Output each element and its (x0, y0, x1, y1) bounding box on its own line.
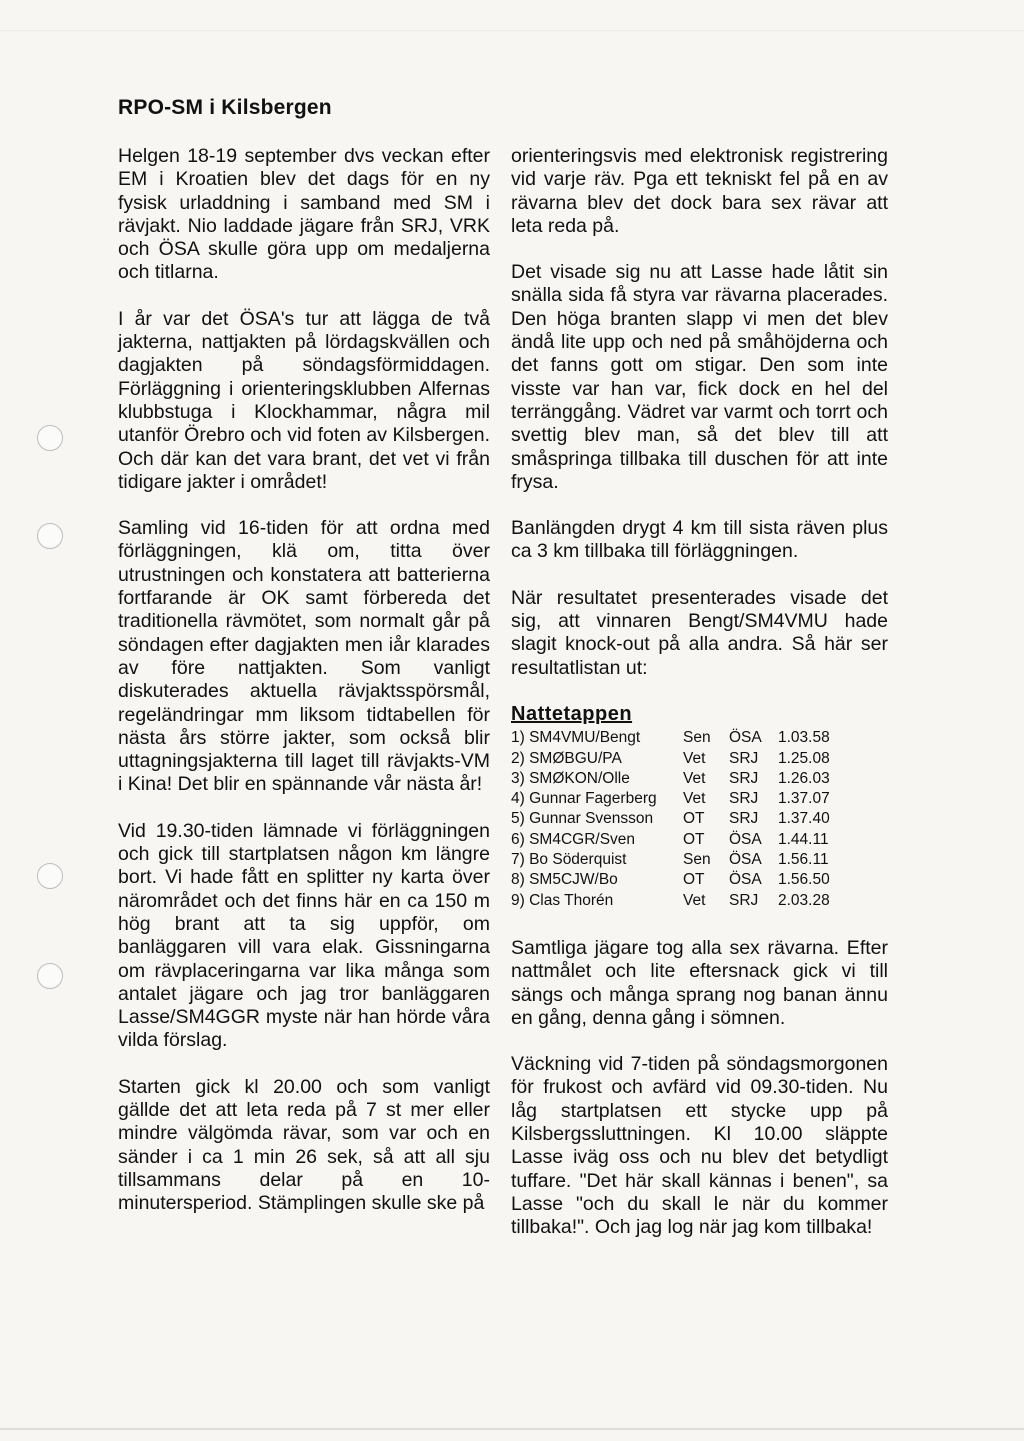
result-name: 9) Clas Thorén (511, 891, 614, 909)
binder-hole-3 (37, 863, 63, 889)
binder-hole-2 (37, 523, 63, 549)
result-club: ÖSA (729, 851, 762, 869)
result-name: 3) SMØKON/Olle (511, 769, 630, 787)
result-club: ÖSA (729, 830, 762, 848)
result-time: 1.56.11 (778, 851, 829, 869)
result-time: 1.56.50 (778, 871, 830, 889)
result-time: 2.03.28 (778, 891, 830, 909)
article-title: RPO-SM i Kilsbergen (118, 96, 332, 119)
paragraph: När resultatet presenterades visade det sig, att vinnaren Bengt/SM4VMU hade slagit knock-out på alla andra. Så här ser resultatlistan ut: (511, 586, 888, 679)
top-edge-line (0, 30, 1024, 31)
result-club: SRJ (729, 810, 759, 828)
result-class: OT (683, 830, 705, 848)
result-time: 1.26.03 (778, 769, 830, 787)
result-name: 1) SM4VMU/Bengt (511, 729, 641, 747)
result-club: ÖSA (729, 871, 762, 889)
results-table (511, 728, 830, 911)
result-time: 1.03.58 (778, 729, 830, 747)
table-row (511, 830, 830, 850)
results-title: Nattetappen (511, 702, 633, 725)
result-name: 8) SM5CJW/Bo (511, 871, 618, 889)
result-class: Vet (683, 749, 706, 767)
result-name: 4) Gunnar Fagerberg (511, 790, 657, 808)
table-row (511, 728, 830, 748)
result-class: Vet (683, 769, 706, 787)
paragraph: orienteringsvis med elektronisk registrering vid varje räv. Pga ett tekniskt fel på en av rävarna blev det dock bara sex rävar att leta reda på. (511, 145, 888, 237)
table-row (511, 870, 830, 890)
result-time: 1.25.08 (778, 749, 830, 767)
result-time: 1.44.11 (778, 830, 829, 848)
paragraph: Samtliga jägare tog alla sex rävarna. Efter nattmålet och lite eftersnack gick vi till sängs och många sprang nog banan ännu en gång, denna gång i sömnen. (511, 936, 888, 1029)
paragraph: Väckning vid 7-tiden på söndagsmorgonen för frukost och avfärd vid 09.30-tiden. Nu låg startplatsen ett stycke upp på Kilsbergssluttningen. Kl 10.00 släppte Lasse iväg oss och nu blev det betydligt tuffare. "Det här skall kännas i benen", sa Lasse "och du skall le när du kommer tillbaka!". Och jag log när jag kom tillbaka! (511, 1053, 888, 1239)
result-club: SRJ (729, 769, 759, 787)
result-class: Sen (683, 851, 711, 869)
binder-hole-1 (37, 425, 63, 451)
bottom-edge-line (0, 1428, 1024, 1430)
result-time: 1.37.40 (778, 810, 830, 828)
table-row (511, 769, 830, 789)
table-row (511, 809, 830, 829)
result-time: 1.37.07 (778, 790, 830, 808)
result-name: 2) SMØBGU/PA (511, 749, 622, 767)
result-class: Sen (683, 729, 711, 747)
table-row (511, 749, 830, 769)
result-name: 7) Bo Söderquist (511, 851, 627, 869)
result-class: Vet (683, 790, 706, 808)
result-club: SRJ (729, 790, 759, 808)
paragraph: Samling vid 16-tiden för att ordna med förläggningen, klä om, titta över utrustningen och konstatera att batterierna fortfarande är OK samt förbereda det traditionella rävmötet, som normalt går på söndagen efter dagjakten men iår klarades av före nattjakten. Som vanligt diskuterades aktuella rävjaktsspörsmål, regeländringar mm liksom tidtabellen för nästa års större jakter, som också blir uttagningsjakterna till laget till rävjakts-VM i Kina! Det blir en spännande vår nästa år! (118, 517, 490, 796)
paragraph: I år var det ÖSA's tur att lägga de två jakterna, nattjakten på lördagskvällen och dagjakten på söndagsförmiddagen. Förläggning i orienteringsklubben Alfernas klubbstuga i Klockhammar, några mil utanför Örebro och vid foten av Kilsbergen. Och där kan det vara brant, det vet vi från tidigare jakter i området! (118, 307, 490, 493)
paragraph: Det visade sig nu att Lasse hade låtit sin snälla sida få styra var rävarna placerades. Den höga branten slapp vi men det blev ändå lite upp och ned på småhöjderna och det fanns gott om stigar. Den som inte visste var han var, fick dock en hel del terränggång. Vädret var varmt och torrt och svettig blev man, så det blev till att småspringa tillbaka till duschen för att inte frysa. (511, 261, 888, 493)
result-class: OT (683, 810, 705, 828)
binder-hole-4 (37, 963, 63, 989)
table-row (511, 789, 830, 809)
right-column (511, 145, 888, 1262)
paragraph: Helgen 18-19 september dvs veckan efter EM i Kroatien blev det dags för en ny fysisk urladdning i samband med SM i rävjakt. Nio laddade jägare från SRJ, VRK och ÖSA skulle göra upp om medaljerna och titlarna. (118, 145, 490, 284)
result-class: OT (683, 871, 705, 889)
result-class: Vet (683, 891, 706, 909)
paragraph: Banlängden drygt 4 km till sista räven plus ca 3 km tillbaka till förläggningen. (511, 517, 888, 563)
result-name: 6) SM4CGR/Sven (511, 830, 636, 848)
table-row (511, 850, 830, 870)
result-club: ÖSA (729, 729, 762, 747)
result-club: SRJ (729, 891, 759, 909)
paragraph: Vid 19.30-tiden lämnade vi förläggningen och gick till startplatsen någon km längre bort. Vi hade fått en splitter ny karta över närområdet och det finns här en ca 150 m hög brant att ta sig uppför, om banläggaren vill vara elak. Gissningarna om rävplaceringarna var lika många som antalet jägare och jag tror banläggaren Lasse/SM4GGR myste när han hörde våra vilda förslag. (118, 819, 490, 1052)
result-name: 5) Gunnar Svensson (511, 810, 654, 828)
left-column (118, 145, 490, 1238)
result-club: SRJ (729, 749, 759, 767)
table-row (511, 891, 830, 911)
paragraph: Starten gick kl 20.00 och som vanligt gällde det att leta reda på 7 st mer eller mindre välgömda rävar, som var och en sänder i ca 1 min 26 sek, så att all sju tillsammans delar på en 10-minutersperiod. Stämplingen skulle ske på (118, 1075, 490, 1215)
